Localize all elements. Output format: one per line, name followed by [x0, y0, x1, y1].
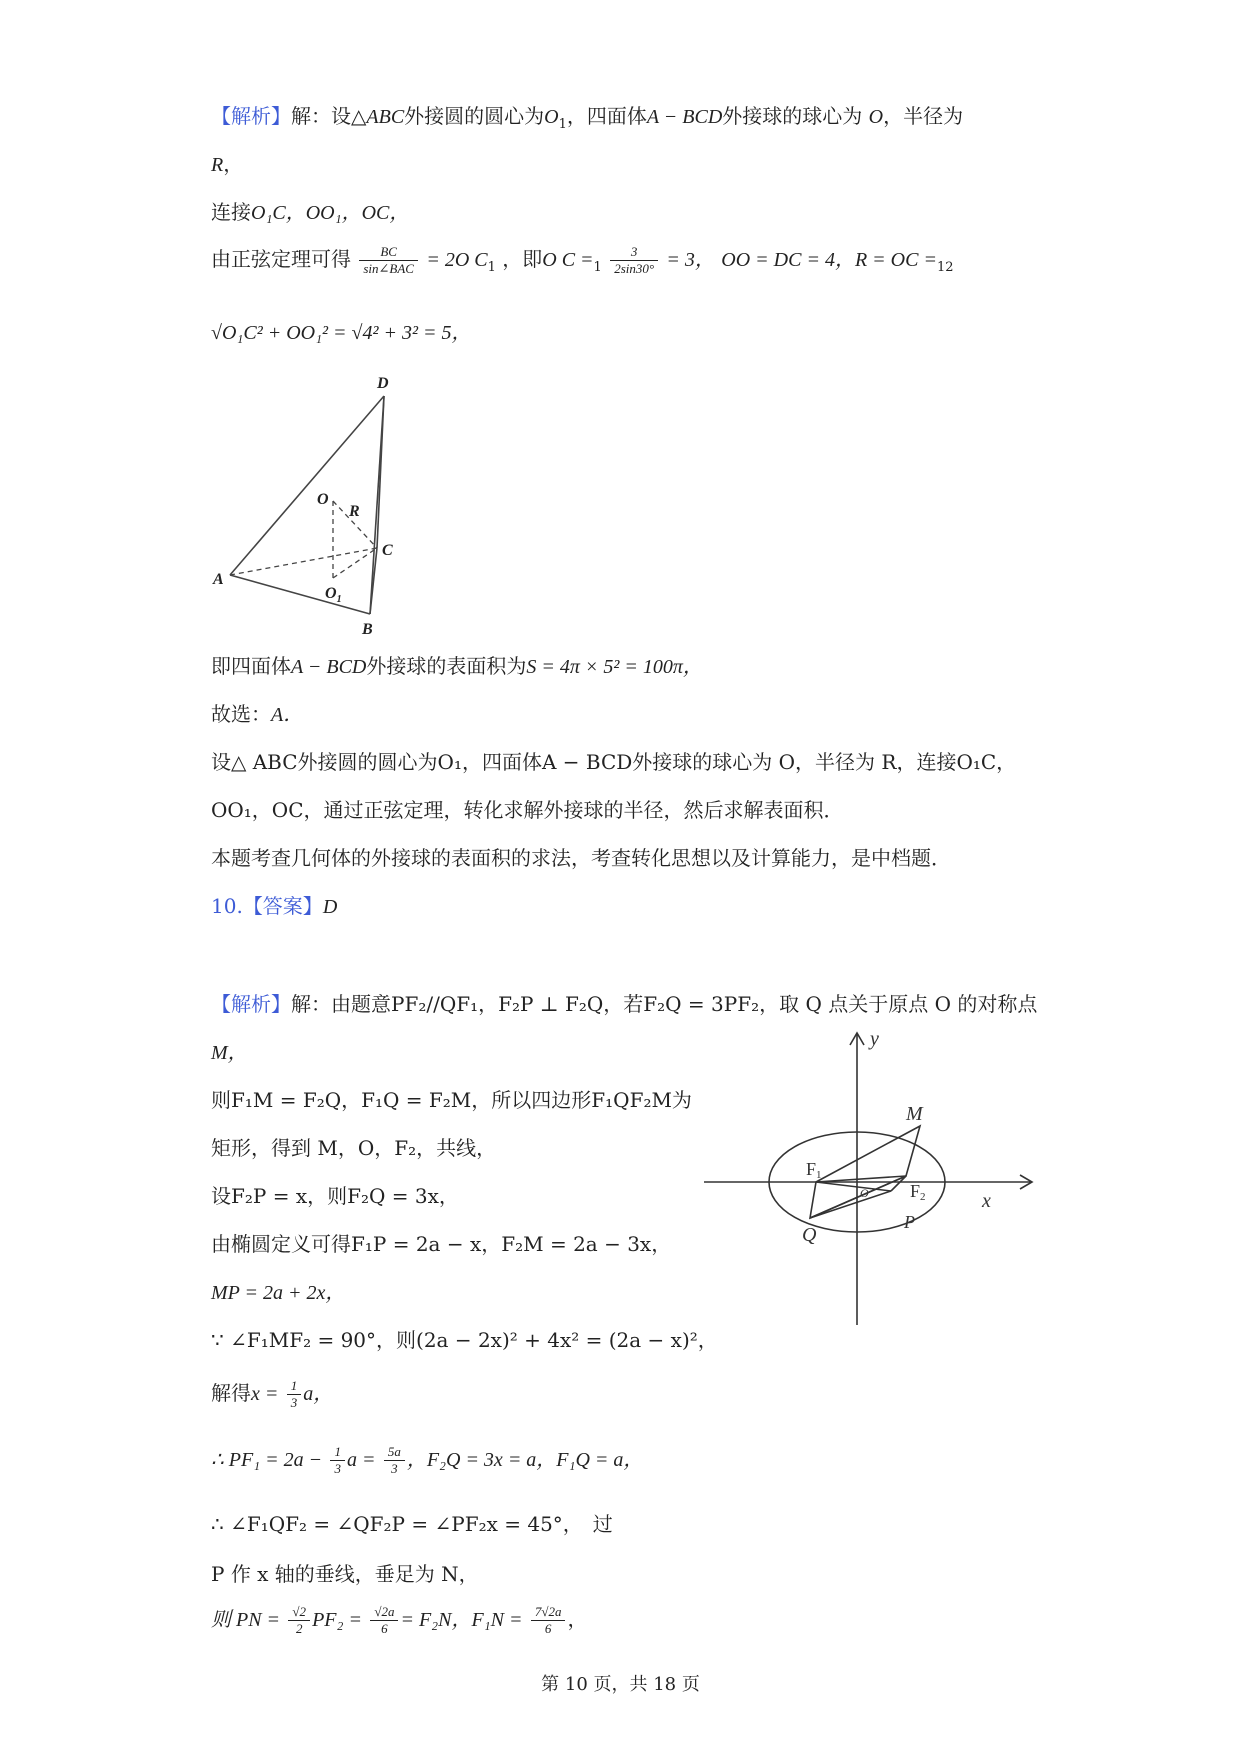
label-O: O: [317, 491, 329, 508]
fraction: $\frac{1}{3}$: [330, 1444, 345, 1477]
label-C: C: [382, 542, 393, 559]
analysis-tag: 【解析】: [211, 992, 291, 1016]
label-O1: $O_1$: [325, 585, 342, 605]
analysis-tag: 【解析】: [211, 104, 291, 128]
label-M: M: [906, 1103, 923, 1125]
q9-line-3: 连接O₁C，OO₁，OC，: [211, 200, 410, 224]
label-x: x: [982, 1190, 991, 1212]
q9-line-1: 【解析】解：设△ABC外接圆的圆心为$O_1$，四面体A − BCD外接球的球心为 O，半径为: [211, 104, 964, 132]
label-F2: F2: [910, 1181, 926, 1203]
tetrahedron-figure: [205, 370, 425, 640]
ellipse-figure: [700, 1025, 1040, 1330]
q10-line-4: 矩形，得到 M，O，F₂，共线，: [211, 1136, 497, 1160]
q10-line-7: MP = 2a + 2x，: [211, 1282, 346, 1304]
question-number: 10.: [211, 894, 243, 918]
q9-line-10: 本题考查几何体的外接球的表面积的求法，考查转化思想以及计算能力，是中档题．: [211, 846, 951, 870]
label-F1: F1: [806, 1159, 822, 1181]
fraction: $\frac{√2a}{6}$: [370, 1604, 398, 1637]
fraction: $\frac{1}{3}$: [287, 1378, 302, 1411]
q10-line-12: P 作 x 轴的垂线，垂足为 N，: [211, 1562, 479, 1586]
label-Q: Q: [802, 1224, 817, 1246]
q10-line-6: 由椭圆定义可得F₁P = 2a − x，F₂M = 2a − 3x，: [211, 1232, 672, 1256]
label-A: A: [213, 571, 224, 588]
q9-line-7: 故选：A．: [211, 702, 304, 726]
q9-line-6: 即四面体A − BCD外接球的表面积为S = 4π × 5² = 100π，: [211, 654, 703, 678]
q10-line-2: M，: [211, 1042, 248, 1064]
fraction: $\frac{√2}{2}$: [288, 1604, 310, 1637]
label-y: y: [870, 1028, 879, 1050]
q10-answer-line: [211, 892, 337, 921]
label-B: B: [362, 621, 373, 638]
fraction: $\frac{5a}{3}$: [384, 1444, 405, 1477]
q9-line-2: R，: [211, 152, 244, 176]
q9-line-9: OO₁，OC，通过正弦定理，转化求解外接球的半径，然后求解表面积．: [211, 798, 844, 822]
label-R: R: [349, 503, 360, 520]
answer-tag: 【答案】: [242, 894, 323, 918]
q9-line-5: √O₁C² + OO₁² = √4² + 3² = 5，: [211, 322, 472, 344]
q10-line-3: 则F₁M = F₂Q，F₁Q = F₂M，所以四边形F₁QF₂M为: [211, 1088, 692, 1112]
fraction: $\frac{7√2a}{6}$: [531, 1604, 566, 1637]
fraction: $\frac{BC}{\text{sin∠BAC}}$: [359, 244, 418, 277]
q10-line-1: 【解析】解：由题意PF₂//QF₁，F₂P ⊥ F₂Q，若F₂Q = 3PF₂，取 Q 点关于原点 O 的对称点: [211, 992, 1038, 1016]
q10-line-5: 设F₂P = x，则F₂Q = 3x，: [211, 1184, 459, 1208]
label-O: O: [860, 1186, 869, 1200]
q10-line-9: 解得x = $\frac{1}{3}$ a，: [211, 1378, 334, 1410]
page-footer: 第 10 页，共 18 页: [541, 1674, 700, 1695]
fraction: $\frac{3}{2\sin 30^\circ}$: [610, 244, 658, 277]
label-P: P: [904, 1212, 915, 1232]
q9-line-4: 由正弦定理可得 $\frac{BC}{\text{sin∠BAC}}$ = 2O $C_1$ ，即O $C =_1$ $\frac{3}{2\sin 30^\circ}$ = 3， OO = DC = 4，R = OC $=_{12}$: [211, 244, 954, 276]
q10-line-11: ∴ ∠F₁QF₂ = ∠QF₂P = ∠PF₂x = 45°， 过: [211, 1512, 613, 1536]
q10-line-10: ∴ PF₁ = 2a − $\frac{1}{3}$ a = $\frac{5a}{3}$ ，F₂Q = 3x = a，F₁Q = a，: [211, 1444, 644, 1476]
q9-line-8: 设△ ABC外接圆的圆心为O₁，四面体A − BCD外接球的球心为 O，半径为 R，连接O₁C，: [211, 750, 1017, 774]
q10-line-13: 则 PN = $\frac{√2}{2}$ PF₂ = $\frac{√2a}{6}$ = F₂N，F₁N = $\frac{7√2a}{6}$ ，: [211, 1604, 588, 1636]
q10-line-8: ∵ ∠F₁MF₂ = 90°，则(2a − 2x)² + 4x² = (2a − x)²，: [211, 1328, 718, 1352]
label-D: D: [377, 375, 389, 392]
answer-value: D: [322, 896, 338, 918]
